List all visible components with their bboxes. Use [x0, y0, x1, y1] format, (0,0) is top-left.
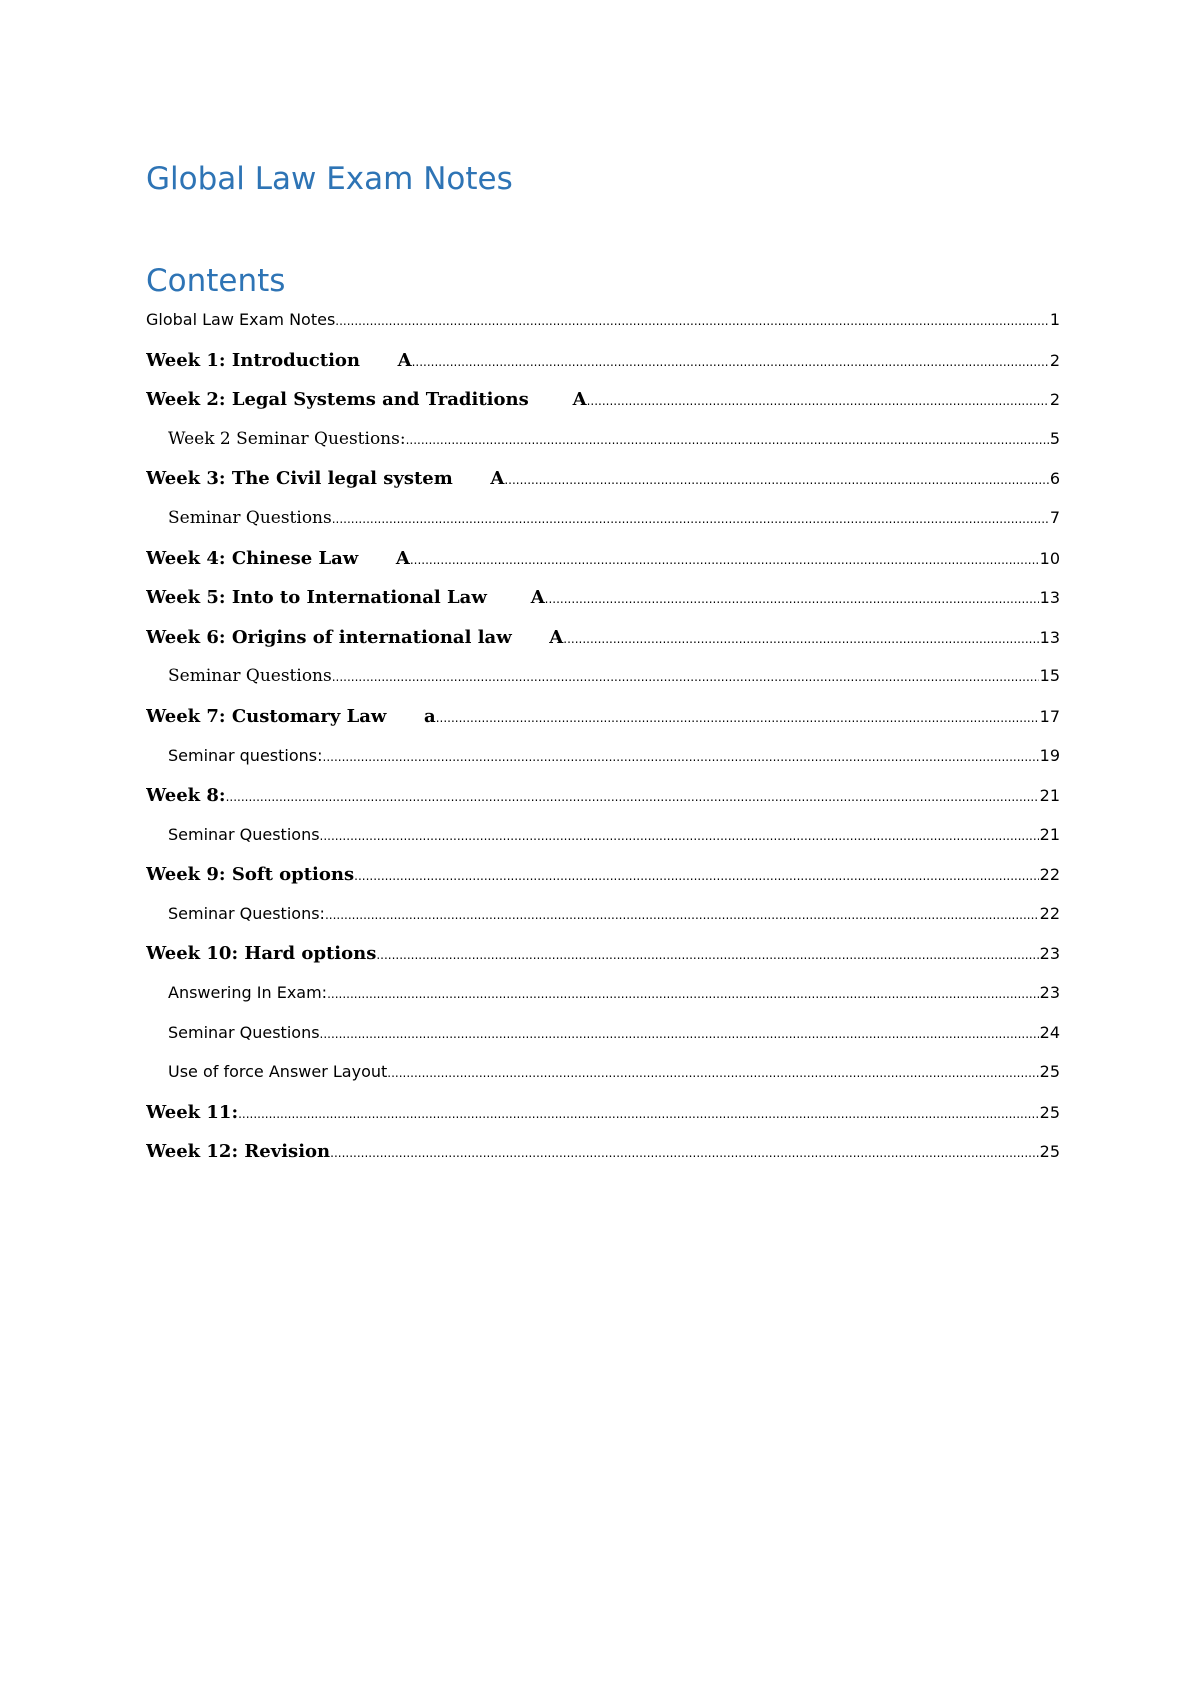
toc-entry[interactable]: [146, 587, 1060, 617]
toc-entry-label: Week 8:: [146, 785, 226, 806]
toc-entry[interactable]: [146, 389, 1060, 419]
toc-entry-label: Seminar Questions: [168, 508, 332, 528]
toc-entry[interactable]: [146, 785, 1060, 815]
toc-entry[interactable]: [146, 943, 1060, 973]
toc-entry-label: Week 11:: [146, 1102, 239, 1123]
toc-entry-label: Week 2 Seminar Questions:: [168, 429, 406, 449]
toc-entry-page: 15: [1039, 666, 1060, 685]
toc-entry-page: 25: [1039, 1142, 1060, 1161]
toc-entry-label: Week 12: Revision: [146, 1141, 331, 1162]
toc-entry-page: 23: [1039, 944, 1060, 963]
toc-entry-page: 5: [1049, 429, 1060, 448]
toc-entry[interactable]: [146, 1102, 1060, 1132]
toc-entry[interactable]: [168, 904, 1060, 934]
toc-entry-label: Week 7: Customary Law a: [146, 706, 436, 727]
toc-leader: [335, 314, 1049, 328]
toc-entry-page: 13: [1039, 588, 1060, 607]
toc-entry[interactable]: [168, 666, 1060, 696]
toc-entry[interactable]: [146, 1141, 1060, 1171]
toc-leader: [387, 1066, 1038, 1080]
toc-entry-page: 7: [1049, 508, 1060, 527]
toc-entry[interactable]: [146, 706, 1060, 736]
toc-entry-page: 22: [1039, 865, 1060, 884]
toc-leader: [325, 908, 1039, 922]
toc-entry[interactable]: [146, 350, 1060, 380]
toc-entry-label: Week 1: Introduction A: [146, 350, 412, 371]
toc-entry[interactable]: [168, 1023, 1060, 1053]
toc-entry-page: 2: [1049, 390, 1060, 409]
toc-entry-label: Week 3: The Civil legal system A: [146, 468, 505, 489]
toc-leader: [330, 1146, 1039, 1160]
toc-leader: [504, 473, 1048, 487]
toc-entry-label: Week 10: Hard options: [146, 943, 377, 964]
toc-entry-label: Seminar Questions: [168, 666, 332, 686]
toc-leader: [406, 433, 1049, 447]
toc-entry-page: 6: [1049, 469, 1060, 488]
contents-heading: Contents: [146, 263, 286, 299]
toc-leader: [332, 670, 1039, 684]
toc-entry-page: 24: [1039, 1023, 1060, 1042]
toc-entry[interactable]: [168, 508, 1060, 538]
toc-entry-page: 21: [1039, 786, 1060, 805]
toc-entry-page: 22: [1039, 904, 1060, 923]
toc-leader: [410, 553, 1039, 567]
toc-entry-page: 21: [1039, 825, 1060, 844]
toc-entry-label: Seminar Questions: [168, 825, 320, 844]
toc-entry[interactable]: [168, 825, 1060, 855]
toc-entry[interactable]: [146, 627, 1060, 657]
toc-entry-label: Week 5: Into to International Law A: [146, 587, 545, 608]
toc-leader: [320, 829, 1039, 843]
toc-leader: [563, 632, 1038, 646]
toc-entry-label: Seminar Questions:: [168, 904, 325, 923]
toc-entry-page: 19: [1039, 746, 1060, 765]
toc-entry[interactable]: [168, 746, 1060, 776]
toc-leader: [320, 1027, 1039, 1041]
toc-entry-page: 23: [1039, 983, 1060, 1002]
toc-entry[interactable]: [168, 983, 1060, 1013]
document-title: Global Law Exam Notes: [146, 161, 513, 197]
toc-entry[interactable]: [146, 548, 1060, 578]
toc-entry-label: Use of force Answer Layout: [168, 1062, 388, 1081]
toc-entry-page: 1: [1049, 310, 1060, 329]
toc-entry-label: Week 2: Legal Systems and Traditions A: [146, 389, 587, 410]
toc-entry[interactable]: [168, 1062, 1060, 1092]
toc-entry-label: Seminar Questions: [168, 1023, 320, 1042]
toc-entry[interactable]: [168, 429, 1060, 459]
toc-entry-label: Global Law Exam Notes: [146, 310, 336, 329]
toc-entry-page: 10: [1039, 549, 1060, 568]
toc-entry[interactable]: [146, 468, 1060, 498]
toc-leader: [323, 750, 1039, 764]
toc-leader: [332, 512, 1049, 526]
toc-entry-label: Week 4: Chinese Law A: [146, 548, 410, 569]
toc-leader: [587, 394, 1049, 408]
toc-entry-page: 25: [1039, 1062, 1060, 1081]
toc-leader: [238, 1107, 1039, 1121]
toc-entry-label: Answering In Exam:: [168, 983, 328, 1002]
toc-entry-label: Week 9: Soft options: [146, 864, 355, 885]
toc-leader: [327, 987, 1039, 1001]
toc-leader: [226, 790, 1039, 804]
toc-entry-label: Week 6: Origins of international law A: [146, 627, 564, 648]
toc-entry[interactable]: [146, 864, 1060, 894]
toc-leader: [412, 355, 1049, 369]
toc-leader: [436, 711, 1039, 725]
toc-entry-page: 2: [1049, 351, 1060, 370]
toc-entry-page: 17: [1039, 707, 1060, 726]
toc-entry-label: Seminar questions:: [168, 746, 323, 765]
toc-entry-page: 25: [1039, 1103, 1060, 1122]
toc-leader: [354, 869, 1039, 883]
toc-entry-page: 13: [1039, 628, 1060, 647]
toc-entry[interactable]: [146, 310, 1060, 340]
toc-leader: [376, 948, 1038, 962]
toc-leader: [545, 592, 1039, 606]
